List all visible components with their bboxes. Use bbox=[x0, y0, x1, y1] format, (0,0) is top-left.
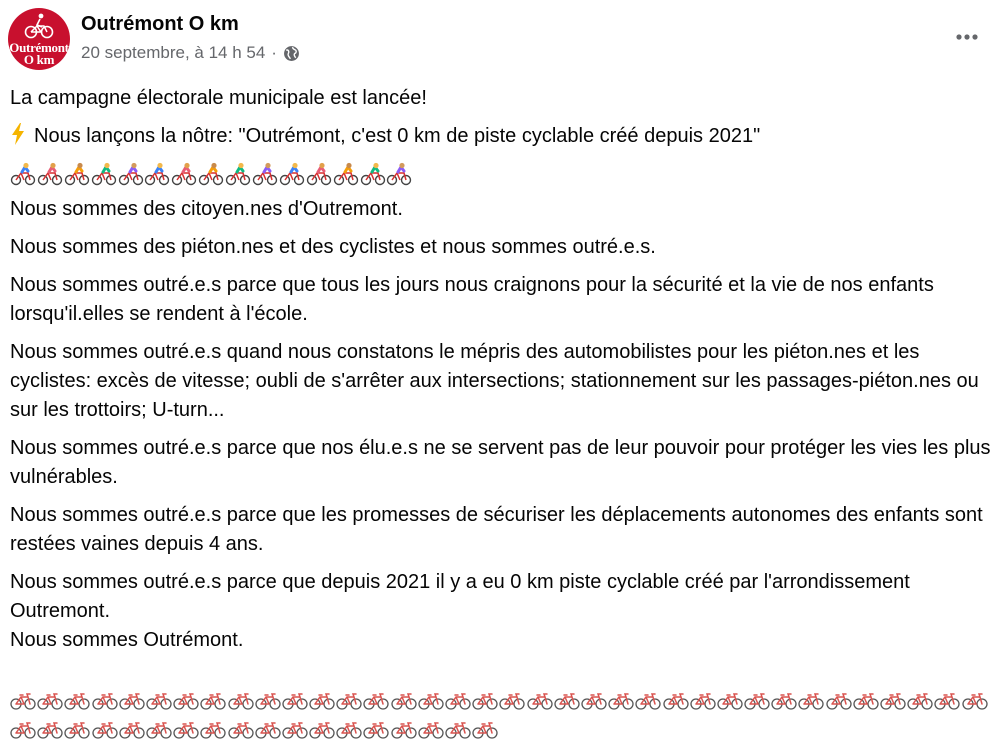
post-paragraph-1: Nous sommes des citoyen.nes d'Outremont. bbox=[10, 198, 403, 220]
post-paragraph-6: Nous sommes outré.e.s parce que les promesses de sécuriser les déplacements autonomes des enfants sont restées vaines depuis 4 ans. bbox=[10, 504, 983, 555]
post-paragraph-3: Nous sommes outré.e.s parce que tous les jours nous craignons pour la sécurité et la vie de nos enfants lorsqu'il.elles se rendent à l'école. bbox=[10, 274, 934, 325]
bicycle-emoji-icon bbox=[418, 720, 444, 740]
cyclist-emoji-icon bbox=[118, 162, 144, 186]
bicycle-emoji-icon bbox=[336, 691, 362, 711]
post-body bbox=[10, 84, 995, 664]
cyclist-emoji-icon bbox=[306, 162, 332, 186]
bicycle-emoji-icon bbox=[445, 691, 471, 711]
cyclist-emoji-icon bbox=[360, 162, 386, 186]
bicycle-emoji-icon bbox=[690, 691, 716, 711]
bicycle-emoji-icon bbox=[798, 691, 824, 711]
bicycle-emoji-icon bbox=[200, 691, 226, 711]
cyclist-emoji-icon bbox=[252, 162, 278, 186]
bicycle-emoji-icon bbox=[173, 691, 199, 711]
bicycle-emoji-icon bbox=[173, 720, 199, 740]
bicycle-emoji-icon bbox=[880, 691, 906, 711]
bicycle-emoji-icon bbox=[771, 691, 797, 711]
bicycle-emoji-icon bbox=[391, 691, 417, 711]
bicycle-emoji-icon bbox=[962, 691, 988, 711]
cyclist-emoji-icon bbox=[386, 162, 412, 186]
post-paragraph-4: Nous sommes outré.e.s quand nous constatons le mépris des automobilistes pour les piéton.nes et les cyclistes: excès de vitesse; oubli de s'arrêter aux intersections; stationnement sur les passages-piéton.nes ou sur les trottoirs; U-turn... bbox=[10, 341, 979, 421]
bicycle-emoji-icon bbox=[472, 720, 498, 740]
bicycle-emoji-icon bbox=[309, 720, 335, 740]
post-paragraph-2: Nous sommes des piéton.nes et des cyclistes et nous sommes outré.e.s. bbox=[10, 236, 656, 258]
bicycle-emoji-icon bbox=[445, 720, 471, 740]
bicycle-emoji-icon bbox=[934, 691, 960, 711]
avatar-text-line1: Outrémont bbox=[9, 40, 69, 55]
bicycle-emoji-icon bbox=[472, 691, 498, 711]
bicycle-emoji-icon bbox=[853, 691, 879, 711]
bicycle-emoji-icon bbox=[119, 691, 145, 711]
bicycle-emoji-icon bbox=[608, 691, 634, 711]
bicycle-emoji-icon bbox=[336, 720, 362, 740]
post-timestamp-link[interactable]: 20 septembre, à 14 h 54 bbox=[81, 43, 266, 62]
bicycle-emoji-icon bbox=[635, 691, 661, 711]
bicycle-emoji-icon bbox=[282, 691, 308, 711]
bicycle-emoji-icon bbox=[363, 720, 389, 740]
bicycle-emoji-icon bbox=[309, 691, 335, 711]
bike-emoji-row-1 bbox=[10, 688, 989, 714]
bicycle-emoji-icon bbox=[92, 720, 118, 740]
bicycle-emoji-icon bbox=[826, 691, 852, 711]
post-meta bbox=[81, 42, 300, 64]
bicycle-emoji-icon bbox=[527, 691, 553, 711]
bicycle-emoji-icon bbox=[282, 720, 308, 740]
bicycle-emoji-icon bbox=[200, 720, 226, 740]
cyclist-emoji-row bbox=[10, 160, 995, 187]
cyclist-emoji-icon bbox=[198, 162, 224, 186]
avatar-text-line2: O km bbox=[23, 52, 55, 67]
bicycle-emoji-icon bbox=[418, 691, 444, 711]
cyclist-emoji-icon bbox=[144, 162, 170, 186]
bicycle-emoji-icon bbox=[907, 691, 933, 711]
post-paragraph-8: Nous sommes Outrémont. bbox=[10, 629, 244, 651]
bicycle-emoji-icon bbox=[92, 691, 118, 711]
bicycle-emoji-icon bbox=[554, 691, 580, 711]
cyclist-emoji-icon bbox=[171, 162, 197, 186]
bicycle-emoji-icon bbox=[37, 720, 63, 740]
post-paragraph-5: Nous sommes outré.e.s parce que nos élu.e.s ne se servent pas de leur pouvoir pour protéger les vies les plus vulnérables. bbox=[10, 437, 991, 488]
cyclist-emoji-icon bbox=[279, 162, 305, 186]
bicycle-emoji-icon bbox=[64, 720, 90, 740]
bicycle-emoji-icon bbox=[363, 691, 389, 711]
bicycle-emoji-icon bbox=[228, 720, 254, 740]
post-line-slogan bbox=[10, 122, 995, 151]
cyclist-emoji-icon bbox=[91, 162, 117, 186]
bicycle-emoji-icon bbox=[64, 691, 90, 711]
bicycle-emoji-icon bbox=[744, 691, 770, 711]
bicycle-emoji-icon bbox=[37, 691, 63, 711]
cyclist-emoji-icon bbox=[37, 162, 63, 186]
bicycle-emoji-icon bbox=[228, 691, 254, 711]
more-options-icon[interactable] bbox=[952, 22, 982, 52]
post-header bbox=[0, 0, 1000, 76]
bicycle-emoji-icon bbox=[255, 720, 281, 740]
lightning-icon bbox=[10, 123, 26, 145]
page-name-link[interactable]: Outrémont O km bbox=[81, 13, 239, 35]
meta-separator: · bbox=[271, 43, 277, 62]
bicycle-emoji-icon bbox=[119, 720, 145, 740]
bike-emoji-row-2 bbox=[10, 717, 989, 743]
bicycle-emoji-icon bbox=[663, 691, 689, 711]
page-avatar[interactable] bbox=[8, 8, 70, 70]
bicycle-emoji-icon bbox=[146, 720, 172, 740]
post-line-campaign: La campagne électorale municipale est lancée! bbox=[10, 87, 427, 109]
slogan-text: Nous lançons la nôtre: "Outrémont, c'est 0 km de piste cyclable créé depuis 2021" bbox=[34, 125, 761, 147]
globe-icon[interactable] bbox=[283, 45, 300, 62]
bicycle-emoji-icon bbox=[146, 691, 172, 711]
bicycle-emoji-icon bbox=[391, 720, 417, 740]
bicycle-emoji-icon bbox=[499, 691, 525, 711]
cyclist-emoji-icon bbox=[64, 162, 90, 186]
cyclist-emoji-icon bbox=[10, 162, 36, 186]
cyclist-emoji-icon bbox=[333, 162, 359, 186]
bicycle-emoji-icon bbox=[255, 691, 281, 711]
bicycle-emoji-icon bbox=[581, 691, 607, 711]
bike-emoji-block bbox=[10, 688, 989, 746]
post-paragraph-7: Nous sommes outré.e.s parce que depuis 2021 il y a eu 0 km piste cyclable créé par l'arrondissement Outremont. bbox=[10, 571, 910, 622]
bicycle-emoji-icon bbox=[717, 691, 743, 711]
bicycle-emoji-icon bbox=[10, 691, 36, 711]
bicycle-emoji-icon bbox=[10, 720, 36, 740]
cyclist-emoji-icon bbox=[225, 162, 251, 186]
